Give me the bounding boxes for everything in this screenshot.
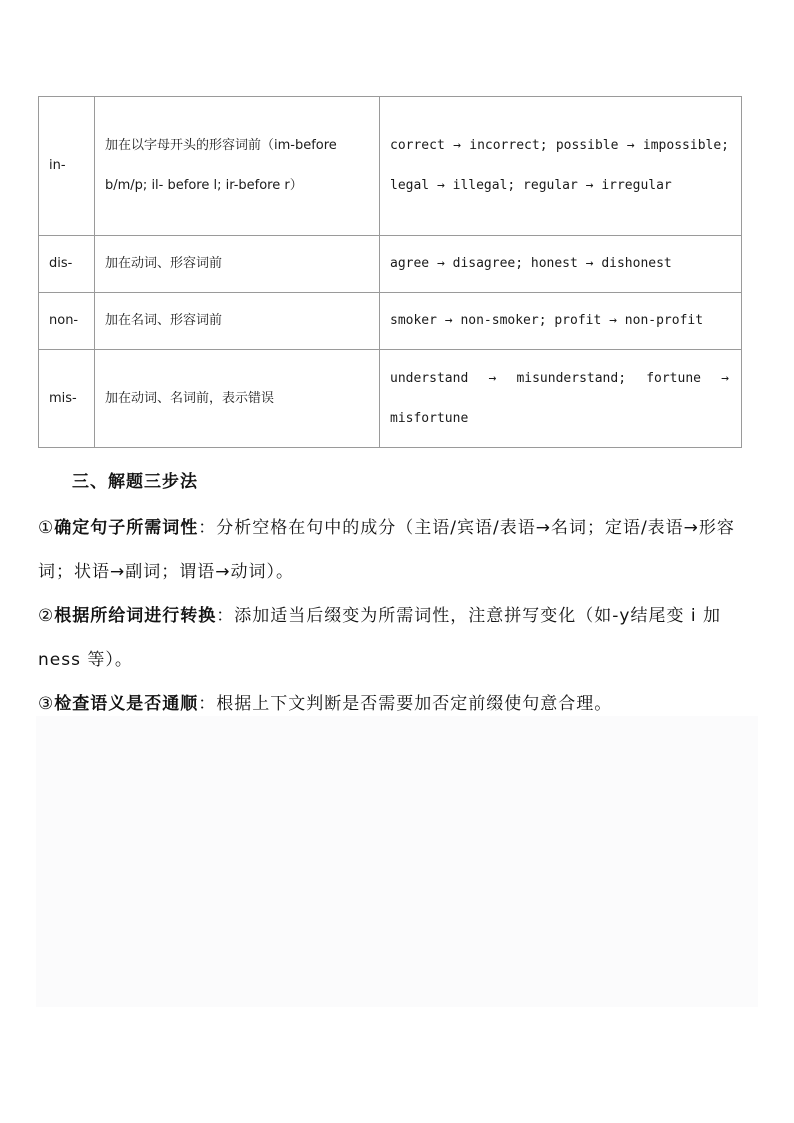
step-text: ：分析空格在句中的成分（主语/宾语/表语→名词；定语/表语→形容词；状语→副词；谓语→动词）。 bbox=[38, 518, 735, 582]
rule-cell: 加在名词、形容词前 bbox=[95, 293, 380, 350]
step-number: ③ bbox=[38, 694, 55, 714]
rule-cell: 加在动词、形容词前 bbox=[95, 236, 380, 293]
step-lead: 根据所给词进行转换 bbox=[54, 606, 217, 626]
example-cell: agree → disagree; honest → dishonest bbox=[380, 236, 742, 293]
step-text: ：根据上下文判断是否需要加否定前缀使句意合理。 bbox=[198, 694, 613, 714]
section-title: 三、解题三步法 bbox=[72, 472, 198, 492]
step-item bbox=[38, 506, 758, 594]
table-row bbox=[39, 293, 742, 350]
step-text: ：添加适当后缀变为所需词性，注意拼写变化（如-y结尾变 i 加 ness 等）。 bbox=[38, 606, 721, 670]
table-row bbox=[39, 350, 742, 448]
rule-cell: 加在动词、名词前，表示错误 bbox=[95, 350, 380, 448]
blank-panel bbox=[36, 716, 758, 1007]
example-cell: smoker → non-smoker; profit → non-profit bbox=[380, 293, 742, 350]
table-row bbox=[39, 236, 742, 293]
prefix-cell: mis- bbox=[39, 350, 95, 448]
steps-list bbox=[38, 506, 758, 726]
example-cell: correct → incorrect; possible → impossible; legal → illegal; regular → irregular bbox=[380, 97, 742, 236]
prefix-cell: in- bbox=[39, 97, 95, 236]
step-item bbox=[38, 594, 758, 682]
step-number: ① bbox=[38, 518, 55, 538]
example-cell: understand → misunderstand; fortune → misfortune bbox=[380, 350, 742, 448]
rule-cell: 加在以字母开头的形容词前（im-before b/m/p; il- before l; ir-before r） bbox=[95, 97, 380, 236]
prefix-table bbox=[38, 96, 742, 448]
step-number: ② bbox=[38, 606, 55, 626]
step-lead: 确定句子所需词性 bbox=[54, 518, 199, 538]
step-lead: 检查语义是否通顺 bbox=[54, 694, 199, 714]
prefix-cell: non- bbox=[39, 293, 95, 350]
prefix-cell: dis- bbox=[39, 236, 95, 293]
table-row bbox=[39, 97, 742, 236]
